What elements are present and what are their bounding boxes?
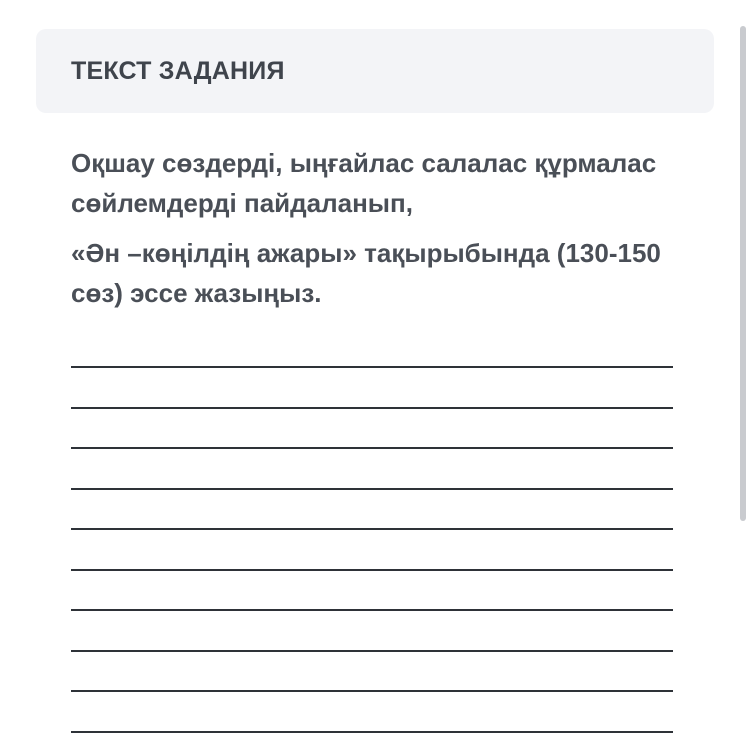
task-paragraph-instructions: Оқшау сөздерді, ыңғайлас салалас құрмалас сөйлемдерді пайдаланып, <box>71 148 657 218</box>
task-paragraph-topic: «Ән –көңілдің ажары» тақырыбында (130-150 сөз) эссе жазыңыз. <box>71 238 661 308</box>
answer-line <box>71 366 673 368</box>
answer-line <box>71 447 673 449</box>
answer-line <box>71 488 673 490</box>
scrollbar[interactable] <box>740 0 746 750</box>
task-text <box>71 143 691 323</box>
answer-line <box>71 528 673 530</box>
task-header-title: ТЕКСТ ЗАДАНИЯ <box>71 57 285 85</box>
task-header-panel <box>36 29 714 113</box>
answer-lines <box>71 366 673 750</box>
answer-line <box>71 569 673 571</box>
scrollbar-thumb[interactable] <box>740 26 746 521</box>
answer-line <box>71 407 673 409</box>
answer-line <box>71 650 673 652</box>
answer-line <box>71 609 673 611</box>
answer-line <box>71 731 673 733</box>
answer-line <box>71 690 673 692</box>
